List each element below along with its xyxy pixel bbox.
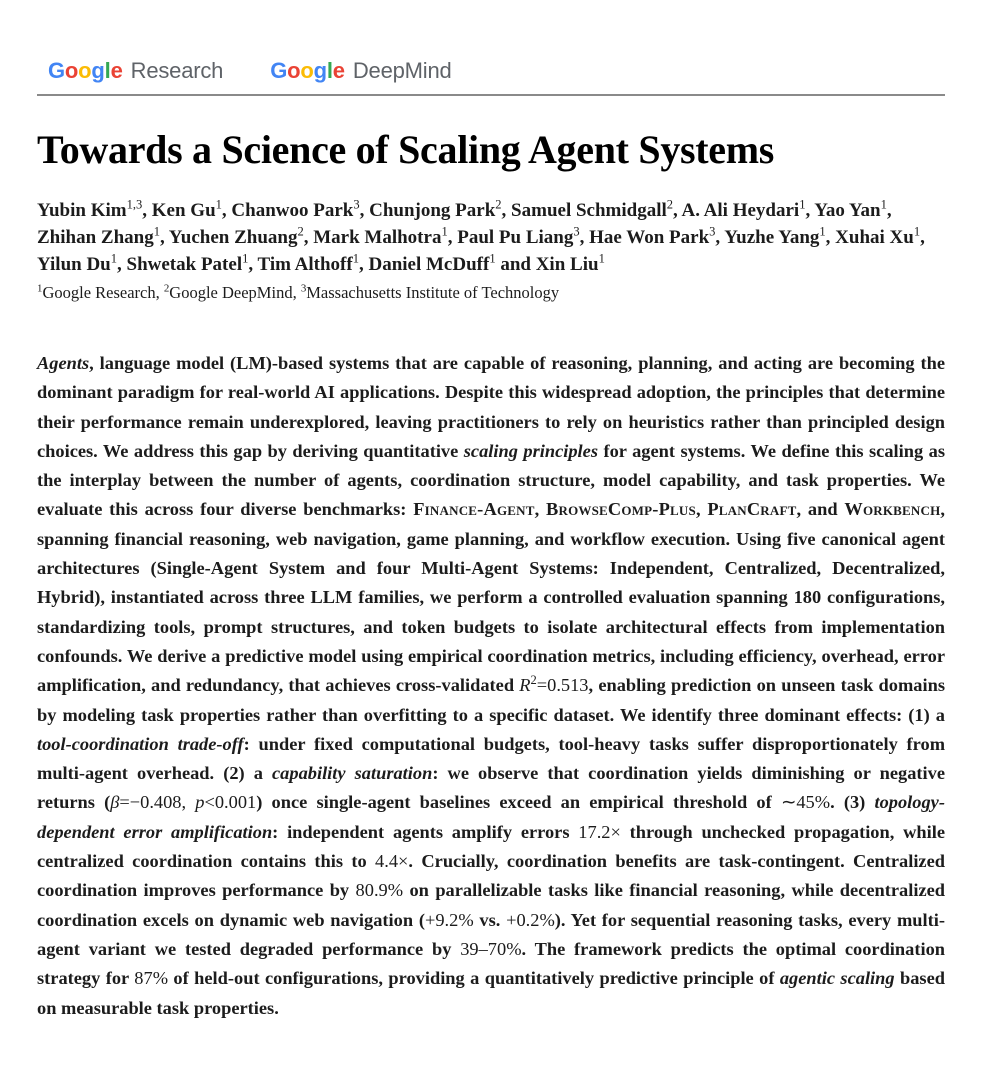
header-divider [37, 94, 945, 96]
abstract-text: Agents, language model (LM)-based systems that are capable of reasoning, planning, and acting are becoming the dominant paradigm for real-world AI applications. Despite this widespread adoption, the principles that determine their performance remain underexplored, leaving practitioners to rely on heuristics rather than principled design choices. We address this gap by deriving quantitative scaling principles for agent systems. We define this scaling as the interplay between the number of agents, coordination structure, model capability, and task properties. We evaluate this across four diverse benchmarks: Finance-Agent, BrowseComp-Plus, PlanCraft, and Workbench, spanning financial reasoning, web navigation, game planning, and workflow execution. Using five canonical agent architectures (Single-Agent System and four Multi-Agent Systems: Independent, Centralized, Decentralized, Hybrid), instantiated across three LLM families, we perform a controlled evaluation spanning 180 configurations, standardizing tools, prompt structures, and token budgets to isolate architectural effects from implementation confounds. We derive a predictive model using empirical coordination metrics, including efficiency, overhead, error amplification, and redundancy, that achieves cross-validated $R^2=0.513$, enabling prediction on unseen task domains by modeling task properties rather than overfitting to a specific dataset. We identify three dominant effects: (1) a tool-coordination trade-off: under fixed computational budgets, tool-heavy tasks suffer disproportionately from multi-agent overhead. (2) a capability saturation: we observe that coordination yields diminishing or negative returns (β=−0.408, p<0.001) once single-agent baselines exceed an empirical threshold of ∼45%. (3) topology-dependent error amplification: independent agents amplify errors 17.2× through unchecked propagation, while centralized coordination contains this to 4.4×. Crucially, coordination benefits are task-contingent. Centralized coordination improves performance by 80.9% on parallelizable tasks like financial reasoning, while decentralized coordination excels on dynamic web navigation (+9.2% vs. +0.2%). Yet for sequential reasoning tasks, every multi-agent variant we tested degraded performance by 39–70%. The framework predicts the optimal coordination strategy for 87% of held-out configurations, providing a quantitatively predictive principle of agentic scaling based on measurable task properties. [37, 353, 946, 1018]
google-research-logo [48, 58, 223, 84]
header [37, 0, 945, 96]
google-wordmark-icon: Google [48, 58, 123, 83]
logo-row [37, 0, 945, 84]
logo-suffix: Research [130, 58, 224, 83]
logo-suffix: DeepMind [352, 58, 452, 83]
paper-title: Towards a Science of Scaling Agent Systems [37, 127, 775, 172]
google-deepmind-logo [270, 58, 451, 84]
author-list: Yubin Kim$^{1,3}$, Ken Gu$^1$, Chanwoo Park$^3$, Chunjong Park$^2$, Samuel Schmidgall$^2$, A. Ali Heydari$^1$, Yao Yan$^1$, Zhihan Zhang$^1$, Yuchen Zhuang$^2$, Mark Malhotra$^1$, Paul Pu Liang$^3$, Hae Won Park$^3$, Yuzhe Yang$^1$, Xuhai Xu$^1$, Yilun Du$^1$, Shwetak Patel$^1$, Tim Althoff$^1$, Daniel McDuff$^1$ and Xin Liu$^1$ [37, 197, 925, 275]
abstract [37, 349, 945, 1023]
google-wordmark-icon: Google [270, 58, 345, 83]
affiliation-list: $^1$Google Research, $^2$Google DeepMind, $^3$Massachusetts Institute of Technology [37, 282, 560, 302]
